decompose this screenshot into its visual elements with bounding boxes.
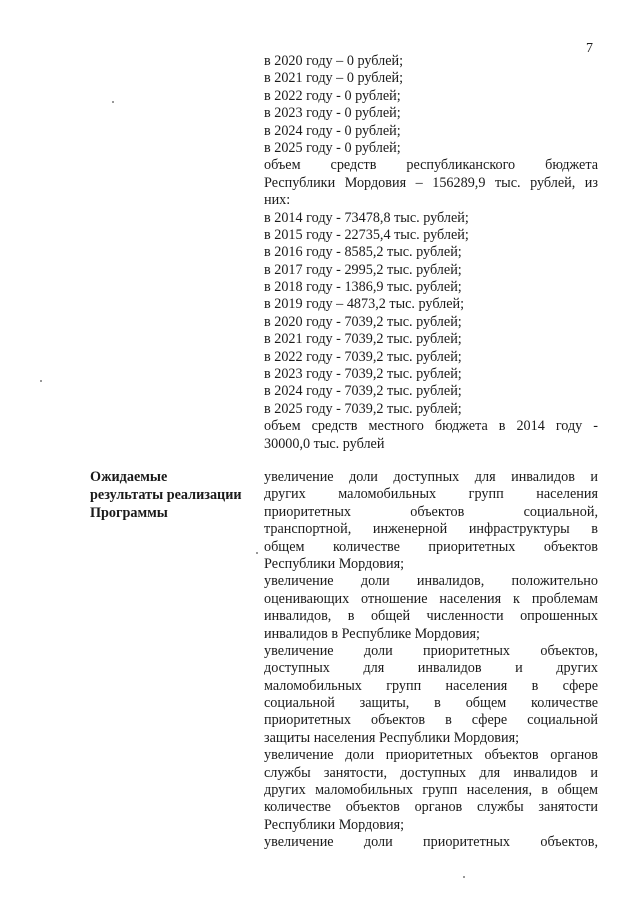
results-line: количестве объектов органов службы занятости [264,799,598,816]
financing-line: Республики Мордовия – 156289,9 тыс. рублей, из [264,174,598,191]
financing-volume-text [264,53,598,453]
results-line: оценивающих отношение населения к проблемам [264,590,598,607]
results-line: увеличение доли приоритетных объектов, [264,834,598,851]
financing-line: в 2024 году - 7039,2 тыс. рублей; [264,383,462,400]
scan-speck [40,380,42,382]
results-line: Республики Мордовия; [264,555,405,572]
section-title-line: результаты реализации [90,487,242,503]
financing-line: в 2023 году - 7039,2 тыс. рублей; [264,366,462,383]
results-line: Республики Мордовия; [264,816,405,833]
financing-line: в 2015 году - 22735,4 тыс. рублей; [264,226,469,243]
results-line: инвалидов, в общей численности опрошенных [264,608,598,625]
financing-line: в 2021 году – 0 рублей; [264,70,404,87]
financing-line: в 2022 году - 7039,2 тыс. рублей; [264,348,462,365]
page-number: 7 [586,41,593,56]
results-line: увеличение доли инвалидов, положительно [264,573,598,590]
financing-line: в 2018 году - 1386,9 тыс. рублей; [264,279,462,296]
results-line: общем количестве приоритетных объектов [264,538,598,555]
financing-line: в 2020 году – 0 рублей; [264,53,404,69]
financing-line: в 2020 году - 7039,2 тыс. рублей; [264,313,462,330]
results-line: приоритетных объектов социальной, [264,503,598,520]
results-line: других маломобильных групп населения, в общем [264,782,598,799]
financing-line: в 2021 году - 7039,2 тыс. рублей; [264,331,462,348]
results-line: увеличение доли приоритетных объектов органов [264,747,598,764]
financing-line: в 2025 году - 7039,2 тыс. рублей; [264,400,462,417]
results-line: маломобильных групп населения в сфере [264,677,598,694]
financing-line: в 2025 году - 0 рублей; [264,139,401,156]
financing-line: в 2024 году - 0 рублей; [264,122,401,139]
section-title-line: Программы [90,505,168,521]
results-line: защиты населения Республики Мордовия; [264,729,520,746]
financing-line: в 2017 году - 2995,2 тыс. рублей; [264,261,462,278]
results-line: транспортной, инженерной инфраструктуры в [264,521,598,538]
scan-speck [463,876,465,878]
financing-line: в 2022 году - 0 рублей; [264,87,401,104]
section-title-expected-results [90,468,260,522]
scan-speck [256,552,258,554]
results-line: социальной защиты, в общем количестве [264,695,598,712]
financing-line: в 2016 году - 8585,2 тыс. рублей; [264,244,462,261]
results-line: увеличение доли приоритетных объектов, [264,642,598,659]
expected-results-text [264,469,598,852]
financing-line: 30000,0 тыс. рублей [264,435,385,452]
financing-line: в 2023 году - 0 рублей; [264,105,401,122]
results-line: доступных для инвалидов и других [264,660,598,677]
financing-line: в 2014 году - 73478,8 тыс. рублей; [264,209,469,226]
results-line: увеличение доли доступных для инвалидов и [264,469,598,485]
results-line: других маломобильных групп населения [264,486,598,503]
scan-speck [112,101,114,103]
financing-line: них: [264,192,291,209]
results-line: службы занятости, доступных для инвалидов и [264,764,598,781]
financing-line: объем средств республиканского бюджета [264,157,598,174]
results-line: приоритетных объектов в сфере социальной [264,712,598,729]
financing-line: в 2019 году – 4873,2 тыс. рублей; [264,296,465,313]
financing-line: объем средств местного бюджета в 2014 году - [264,418,598,435]
section-title-line: Ожидаемые [90,469,168,485]
results-line: инвалидов в Республике Мордовия; [264,625,480,642]
